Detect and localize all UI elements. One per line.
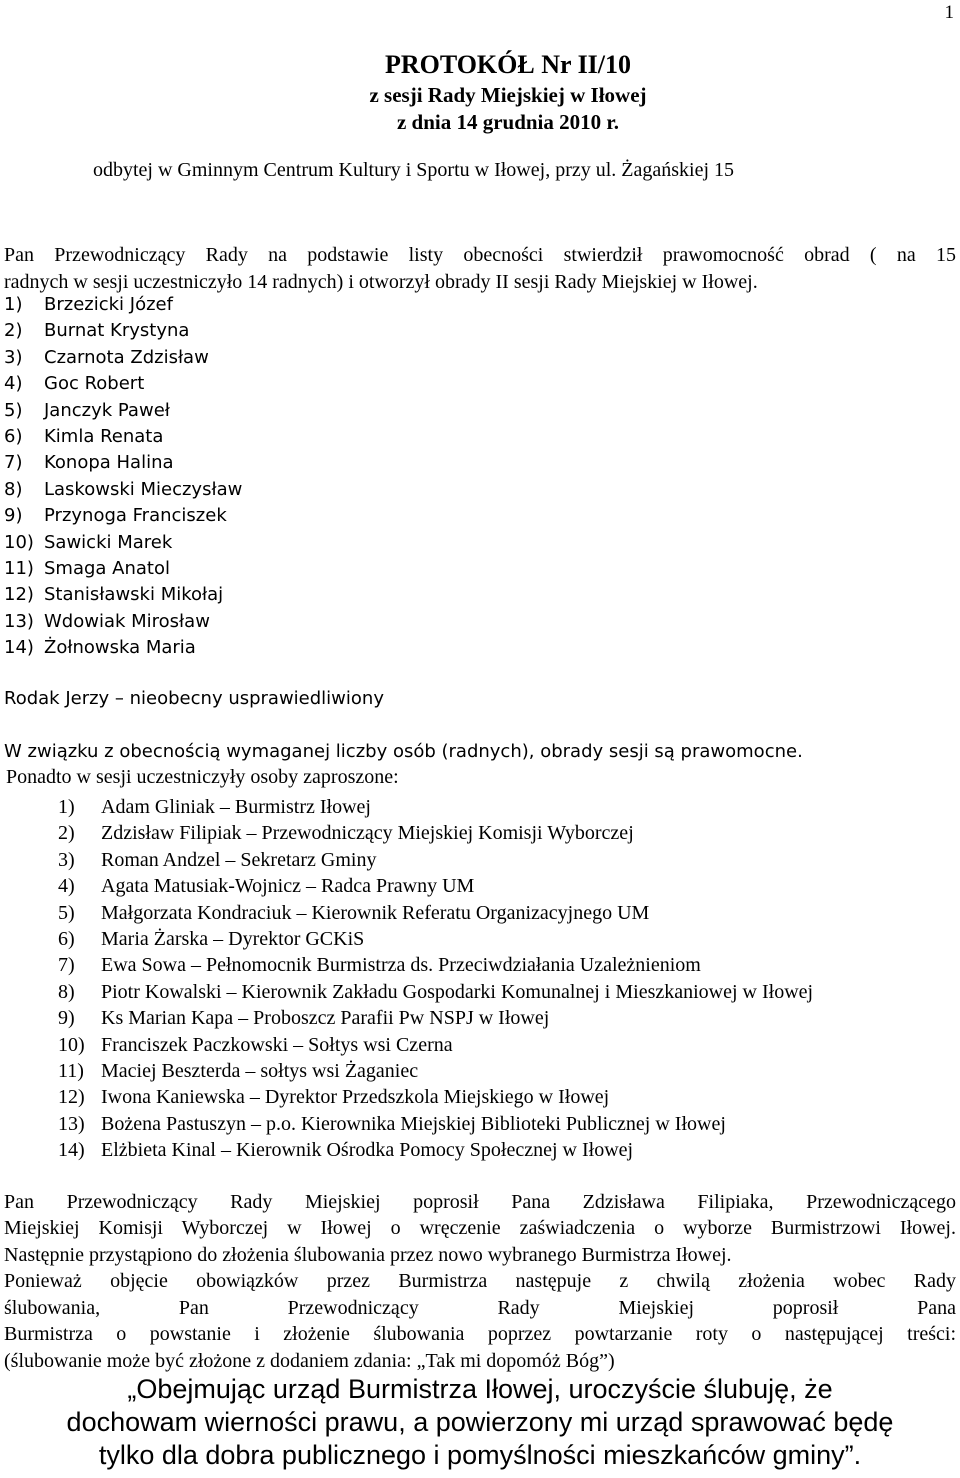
- list-item-number: 5): [58, 901, 75, 924]
- list-item-number: 11): [4, 558, 34, 580]
- list-item-number: 7): [58, 954, 75, 977]
- guest-entry: Małgorzata Kondraciuk – Kierownik Referatu Organizacyjnego UM: [101, 901, 650, 924]
- list-item: [4, 556, 242, 582]
- list-item: [58, 979, 813, 1005]
- councillor-name: Konopa Halina: [44, 452, 174, 474]
- guests-intro: Ponadto w sesji uczestniczyły osoby zaproszone:: [6, 766, 399, 788]
- list-item: [58, 847, 813, 873]
- absent-note: Rodak Jerzy – nieobecny usprawiedliwiony: [4, 688, 384, 709]
- list-item-number: 3): [58, 848, 75, 871]
- list-item: [4, 477, 242, 503]
- councillor-name: Kimla Renata: [44, 426, 164, 448]
- councillor-name: Stanisławski Mikołaj: [44, 584, 224, 606]
- councillor-name: Żołnowska Maria: [44, 637, 196, 659]
- list-item: [58, 1137, 813, 1163]
- list-item: [4, 371, 242, 397]
- body-line-3: Następnie przystąpiono do złożenia ślubowania przez nowo wybranego Burmistrza Iłowej.: [4, 1244, 732, 1266]
- list-item-number: 9): [4, 505, 23, 527]
- councillor-name: Czarnota Zdzisław: [44, 346, 209, 368]
- guest-entry: Zdzisław Filipiak – Przewodniczący Miejskiej Komisji Wyborczej: [101, 822, 634, 845]
- councillor-name: Przynoga Franciszek: [44, 505, 227, 527]
- guest-entry: Agata Matusiak-Wojnicz – Radca Prawny UM: [101, 875, 475, 898]
- document-title: PROTOKÓŁ Nr II/10: [384, 50, 632, 79]
- guest-entry: Adam Gliniak – Burmistrz Iłowej: [101, 796, 371, 818]
- list-item: [4, 503, 242, 529]
- list-item: [58, 926, 813, 952]
- oath-line-1: „Obejmując urząd Burmistrza Iłowej, uroczyście ślubuję, że: [127, 1374, 833, 1404]
- guest-entry: Roman Andzel – Sekretarz Gminy: [101, 848, 377, 871]
- guest-entry: Ewa Sowa – Pełnomocnik Burmistrza ds. Przeciwdziałania Uzależnieniom: [101, 954, 701, 977]
- list-item: [4, 345, 242, 371]
- document-date: z dnia 14 grudnia 2010 r.: [396, 110, 620, 134]
- list-item-number: 2): [4, 320, 23, 342]
- body-line-4: Ponieważ objęcie obowiązków przez Burmistrza następuje z chwilą złożenia wobec Rady: [4, 1270, 956, 1292]
- guest-entry: Iwona Kaniewska – Dyrektor Przedszkola Miejskiego w Iłowej: [101, 1086, 610, 1109]
- list-item: [58, 952, 813, 978]
- list-item-number: 10): [58, 1033, 85, 1056]
- list-item-number: 12): [4, 584, 34, 606]
- oath-line-2: dochowam wierności prawu, a powierzony mi urząd sprawować będę: [66, 1407, 894, 1437]
- document-subtitle: z sesji Rady Miejskiej w Iłowej: [369, 83, 647, 107]
- list-item-number: 1): [58, 796, 75, 818]
- list-item: [4, 582, 242, 608]
- list-item: [58, 794, 813, 820]
- guest-list: [58, 794, 813, 1164]
- list-item: [58, 1005, 813, 1031]
- list-item: [4, 292, 242, 318]
- list-item-number: 14): [4, 637, 34, 659]
- page-number: 1: [944, 2, 954, 23]
- opening-line-2: radnych w sesji uczestniczyło 14 radnych) i otworzył obrady II sesji Rady Miejskiej w Iłowej.: [4, 271, 758, 293]
- list-item-number: 12): [58, 1086, 85, 1109]
- list-item-number: 13): [58, 1112, 85, 1135]
- councillor-list: [4, 292, 242, 662]
- list-item-number: 3): [4, 346, 23, 368]
- list-item-number: 4): [58, 875, 75, 898]
- guest-entry: Maciej Beszterda – sołtys wsi Żaganiec: [101, 1060, 419, 1083]
- list-item-number: 1): [4, 294, 23, 315]
- list-item: [58, 1111, 813, 1137]
- councillor-name: Laskowski Mieczysław: [44, 478, 243, 500]
- guest-entry: Maria Żarska – Dyrektor GCKiS: [101, 928, 365, 951]
- body-line-7: (ślubowanie może być złożone z dodaniem zdania: „Tak mi dopomóż Bóg”): [4, 1350, 615, 1372]
- guest-entry: Ks Marian Kapa – Proboszcz Parafii Pw NSPJ w Iłowej: [101, 1007, 550, 1030]
- list-item: [4, 635, 242, 661]
- list-item-number: 5): [4, 399, 23, 421]
- guest-entry: Bożena Pastuszyn – p.o. Kierownika Miejskiej Biblioteki Publicznej w Iłowej: [101, 1112, 726, 1135]
- list-item: [4, 398, 242, 424]
- list-item: [4, 609, 242, 635]
- session-venue: odbytej w Gminnym Centrum Kultury i Sportu w Iłowej, przy ul. Żagańskiej 15: [93, 159, 735, 181]
- list-item: [4, 424, 242, 450]
- list-item: [58, 1084, 813, 1110]
- quorum-statement: W związku z obecnością wymaganej liczby osób (radnych), obrady sesji są prawomocne.: [4, 741, 803, 762]
- councillor-name: Brzezicki Józef: [44, 294, 173, 315]
- body-line-2: Miejskiej Komisji Wyborczej w Iłowej o wręczenie zaświadczenia o wyborze Burmistrzowi Iłowej.: [4, 1217, 956, 1239]
- councillor-name: Wdowiak Mirosław: [44, 610, 210, 632]
- list-item-number: 7): [4, 452, 23, 474]
- list-item-number: 13): [4, 610, 34, 632]
- list-item: [58, 1032, 813, 1058]
- councillor-name: Sawicki Marek: [44, 531, 173, 553]
- list-item-number: 6): [4, 426, 23, 448]
- list-item-number: 2): [58, 822, 75, 845]
- list-item: [4, 318, 242, 344]
- guest-entry: Franciszek Paczkowski – Sołtys wsi Czerna: [101, 1033, 453, 1056]
- list-item-number: 14): [58, 1139, 85, 1162]
- councillor-name: Burnat Krystyna: [44, 320, 190, 342]
- councillor-name: Goc Robert: [44, 373, 145, 395]
- list-item: [58, 900, 813, 926]
- list-item-number: 11): [58, 1060, 84, 1083]
- list-item: [4, 530, 242, 556]
- body-line-5: ślubowania, Pan Przewodniczący Rady Miejskiej poprosił Pana: [4, 1297, 956, 1319]
- list-item: [58, 820, 813, 846]
- councillor-name: Janczyk Paweł: [44, 399, 170, 421]
- list-item-number: 8): [58, 980, 75, 1003]
- guest-entry: Piotr Kowalski – Kierownik Zakładu Gospodarki Komunalnej i Mieszkaniowej w Iłowej: [101, 980, 814, 1003]
- list-item-number: 4): [4, 373, 23, 395]
- body-line-1: Pan Przewodniczący Rady Miejskiej poprosił Pana Zdzisława Filipiaka, Przewodniczącego: [4, 1191, 956, 1213]
- list-item: [4, 450, 242, 476]
- councillor-name: Smaga Anatol: [44, 558, 170, 580]
- guest-entry: Elżbieta Kinal – Kierownik Ośrodka Pomocy Społecznej w Iłowej: [101, 1139, 634, 1162]
- body-line-6: Burmistrza o powstanie i złożenie ślubowania poprzez powtarzanie roty o następującej treści:: [4, 1323, 956, 1345]
- list-item-number: 6): [58, 928, 75, 951]
- list-item-number: 8): [4, 478, 23, 500]
- list-item-number: 9): [58, 1007, 75, 1030]
- list-item-number: 10): [4, 531, 34, 553]
- opening-line-1: Pan Przewodniczący Rady na podstawie listy obecności stwierdził prawomocność obrad ( na 15: [4, 244, 956, 266]
- list-item: [58, 1058, 813, 1084]
- list-item: [58, 873, 813, 899]
- oath-line-3: tylko dla dobra publicznego i pomyślności mieszkańców gminy”.: [98, 1440, 862, 1470]
